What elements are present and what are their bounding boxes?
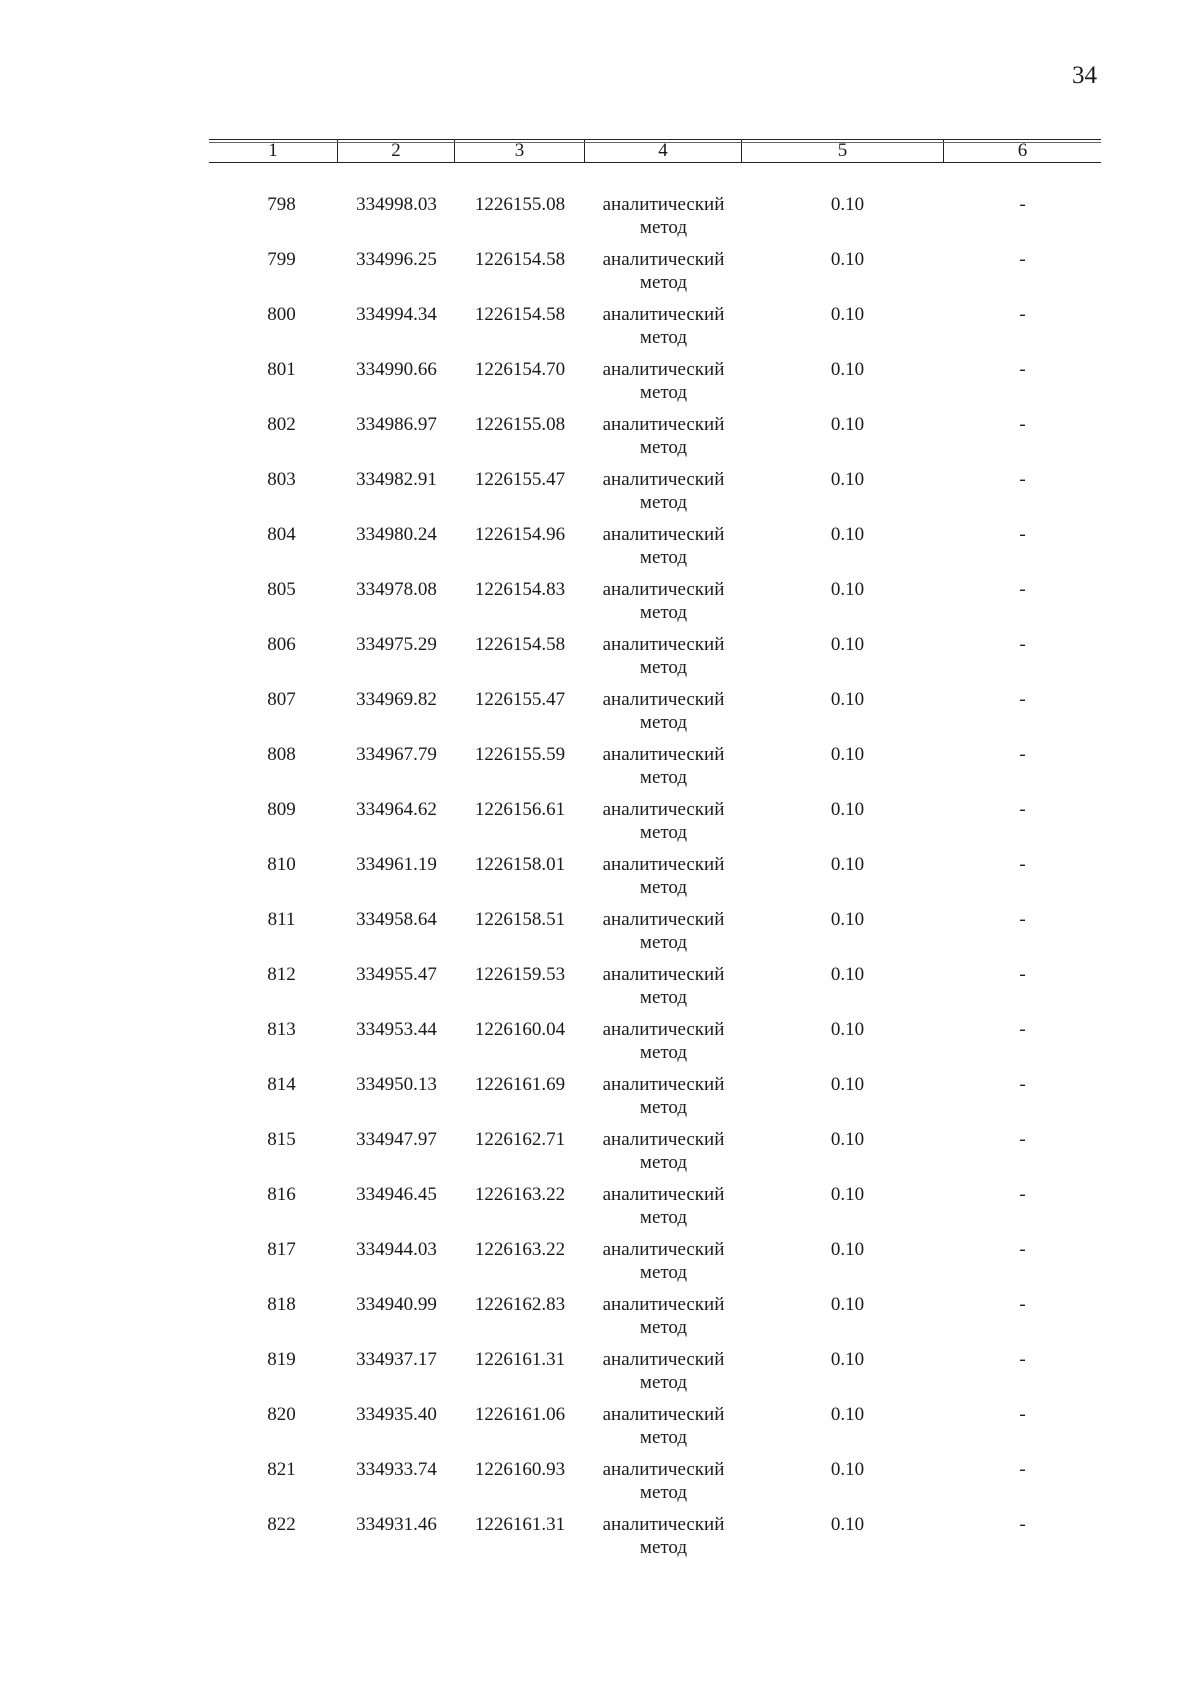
method-line-1: аналитический — [602, 909, 725, 930]
cell-coordinate-x: 334998.03 — [356, 194, 437, 215]
cell-coordinate-y: 1226155.47 — [474, 689, 566, 710]
cell-point-number: 819 — [267, 1349, 296, 1370]
method-line-1: аналитический — [602, 1184, 725, 1205]
method-line-1: аналитический — [602, 634, 725, 655]
method-line-1: аналитический — [602, 194, 725, 215]
cell-method — [585, 633, 742, 688]
method-line-2: метод — [639, 1207, 688, 1228]
method-line-2: метод — [639, 932, 688, 953]
cell-coordinate-y: 1226154.70 — [474, 359, 566, 380]
table-row — [209, 963, 1101, 1018]
table-row — [209, 1128, 1101, 1183]
cell-point-number: 799 — [267, 249, 296, 270]
cell-accuracy: 0.10 — [830, 249, 865, 270]
cell-method — [585, 1458, 742, 1513]
cell-coordinate-y: 1226162.83 — [474, 1294, 566, 1315]
method-line-2: метод — [639, 437, 688, 458]
cell-point-number: 821 — [267, 1459, 296, 1480]
cell-point-number: 820 — [267, 1404, 296, 1425]
cell-point-number: 809 — [267, 799, 296, 820]
cell-method — [585, 1128, 742, 1183]
cell-method — [585, 358, 742, 413]
cell-point-number: 800 — [267, 304, 296, 325]
cell-point-number: 811 — [267, 909, 296, 930]
cell-point-number: 802 — [267, 414, 296, 435]
cell-point-number: 822 — [267, 1514, 296, 1535]
table-row — [209, 468, 1101, 523]
method-line-2: метод — [639, 1317, 688, 1338]
table-row — [209, 413, 1101, 468]
cell-accuracy: 0.10 — [830, 1019, 865, 1040]
method-line-2: метод — [639, 1537, 688, 1558]
cell-accuracy: 0.10 — [830, 1184, 865, 1205]
cell-coordinate-x: 334969.82 — [356, 689, 437, 710]
cell-coordinate-y: 1226163.22 — [474, 1184, 566, 1205]
cell-coordinate-x: 334947.97 — [356, 1129, 437, 1150]
page-number: 34 — [1072, 62, 1097, 89]
cell-coordinate-x: 334982.91 — [356, 469, 437, 490]
cell-coordinate-y: 1226161.06 — [474, 1404, 566, 1425]
table-header — [209, 139, 1101, 163]
cell-coordinate-x: 334996.25 — [356, 249, 437, 270]
cell-method — [585, 1513, 742, 1568]
cell-method — [585, 853, 742, 908]
cell-method — [585, 413, 742, 468]
table-row — [209, 1458, 1101, 1513]
column-header-2: 2 — [338, 140, 455, 162]
table-row — [209, 853, 1101, 908]
cell-point-number: 805 — [267, 579, 296, 600]
cell-coordinate-y: 1226154.58 — [474, 249, 566, 270]
cell-point-number: 808 — [267, 744, 296, 765]
cell-coordinate-x: 334990.66 — [356, 359, 437, 380]
cell-accuracy: 0.10 — [830, 524, 865, 545]
cell-coordinate-x: 334950.13 — [356, 1074, 437, 1095]
cell-note: - — [1019, 854, 1026, 875]
cell-method — [585, 1183, 742, 1238]
cell-coordinate-x: 334958.64 — [356, 909, 437, 930]
cell-coordinate-y: 1226154.83 — [474, 579, 566, 600]
table-row — [209, 578, 1101, 633]
cell-accuracy: 0.10 — [830, 579, 865, 600]
cell-coordinate-y: 1226154.58 — [474, 634, 566, 655]
method-line-2: метод — [639, 327, 688, 348]
cell-point-number: 814 — [267, 1074, 296, 1095]
cell-coordinate-y: 1226154.58 — [474, 304, 566, 325]
cell-coordinate-y: 1226161.31 — [474, 1514, 566, 1535]
cell-accuracy: 0.10 — [830, 304, 865, 325]
table-row — [209, 1293, 1101, 1348]
cell-coordinate-y: 1226156.61 — [474, 799, 566, 820]
table-row — [209, 358, 1101, 413]
method-line-2: метод — [639, 822, 688, 843]
table-row — [209, 523, 1101, 578]
method-line-2: метод — [639, 1262, 688, 1283]
method-line-2: метод — [639, 767, 688, 788]
cell-method — [585, 523, 742, 578]
method-line-1: аналитический — [602, 1349, 725, 1370]
method-line-2: метод — [639, 1042, 688, 1063]
cell-point-number: 807 — [267, 689, 296, 710]
method-line-2: метод — [639, 1482, 688, 1503]
cell-note: - — [1019, 414, 1026, 435]
table-row — [209, 743, 1101, 798]
cell-note: - — [1019, 964, 1026, 985]
cell-coordinate-x: 334933.74 — [356, 1459, 437, 1480]
table-row — [209, 248, 1101, 303]
cell-coordinate-x: 334978.08 — [356, 579, 437, 600]
cell-accuracy: 0.10 — [830, 1074, 865, 1095]
cell-note: - — [1019, 359, 1026, 380]
method-line-2: метод — [639, 547, 688, 568]
cell-note: - — [1019, 1349, 1026, 1370]
method-line-1: аналитический — [602, 964, 725, 985]
cell-accuracy: 0.10 — [830, 909, 865, 930]
cell-note: - — [1019, 909, 1026, 930]
method-line-1: аналитический — [602, 249, 725, 270]
cell-method — [585, 1293, 742, 1348]
cell-accuracy: 0.10 — [830, 744, 865, 765]
table-body — [209, 163, 1101, 1568]
cell-accuracy: 0.10 — [830, 634, 865, 655]
method-line-2: метод — [639, 602, 688, 623]
cell-accuracy: 0.10 — [830, 854, 865, 875]
method-line-1: аналитический — [602, 1129, 725, 1150]
cell-accuracy: 0.10 — [830, 964, 865, 985]
method-line-2: метод — [639, 217, 688, 238]
cell-coordinate-x: 334961.19 — [356, 854, 437, 875]
cell-method — [585, 688, 742, 743]
cell-coordinate-y: 1226155.08 — [474, 194, 566, 215]
method-line-2: метод — [639, 1427, 688, 1448]
cell-accuracy: 0.10 — [830, 194, 865, 215]
cell-accuracy: 0.10 — [830, 1404, 865, 1425]
cell-method — [585, 743, 742, 798]
cell-note: - — [1019, 1019, 1026, 1040]
cell-coordinate-y: 1226160.04 — [474, 1019, 566, 1040]
table-row — [209, 1348, 1101, 1403]
cell-accuracy: 0.10 — [830, 689, 865, 710]
cell-note: - — [1019, 689, 1026, 710]
cell-coordinate-x: 334937.17 — [356, 1349, 437, 1370]
cell-point-number: 817 — [267, 1239, 296, 1260]
cell-note: - — [1019, 469, 1026, 490]
cell-note: - — [1019, 1129, 1026, 1150]
cell-note: - — [1019, 194, 1026, 215]
cell-method — [585, 468, 742, 523]
table-row — [209, 1183, 1101, 1238]
cell-coordinate-x: 334980.24 — [356, 524, 437, 545]
cell-point-number: 806 — [267, 634, 296, 655]
cell-coordinate-y: 1226155.08 — [474, 414, 566, 435]
column-header-6: 6 — [1017, 140, 1028, 161]
cell-accuracy: 0.10 — [830, 1129, 865, 1150]
method-line-2: метод — [639, 1152, 688, 1173]
method-line-1: аналитический — [602, 414, 725, 435]
cell-note: - — [1019, 579, 1026, 600]
cell-point-number: 804 — [267, 524, 296, 545]
method-line-1: аналитический — [602, 1514, 725, 1535]
cell-coordinate-x: 334964.62 — [356, 799, 437, 820]
cell-point-number: 801 — [267, 359, 296, 380]
method-line-1: аналитический — [602, 1239, 725, 1260]
cell-coordinate-y: 1226159.53 — [474, 964, 566, 985]
column-header-4: 4 — [585, 140, 742, 162]
cell-coordinate-x: 334931.46 — [356, 1514, 437, 1535]
method-line-1: аналитический — [602, 1404, 725, 1425]
cell-note: - — [1019, 249, 1026, 270]
cell-point-number: 803 — [267, 469, 296, 490]
method-line-2: метод — [639, 877, 688, 898]
cell-coordinate-x: 334994.34 — [356, 304, 437, 325]
table-row — [209, 1238, 1101, 1293]
cell-note: - — [1019, 744, 1026, 765]
cell-coordinate-y: 1226161.31 — [474, 1349, 566, 1370]
cell-coordinate-x: 334975.29 — [356, 634, 437, 655]
method-line-1: аналитический — [602, 524, 725, 545]
cell-method — [585, 578, 742, 633]
cell-note: - — [1019, 799, 1026, 820]
cell-point-number: 815 — [267, 1129, 296, 1150]
cell-coordinate-y: 1226163.22 — [474, 1239, 566, 1260]
cell-coordinate-x: 334986.97 — [356, 414, 437, 435]
cell-coordinate-y: 1226154.96 — [474, 524, 566, 545]
table-row — [209, 908, 1101, 963]
method-line-1: аналитический — [602, 799, 725, 820]
table-row — [209, 633, 1101, 688]
method-line-2: метод — [639, 657, 688, 678]
column-header-5: 5 — [742, 140, 944, 162]
cell-note: - — [1019, 524, 1026, 545]
cell-accuracy: 0.10 — [830, 1459, 865, 1480]
method-line-1: аналитический — [602, 1294, 725, 1315]
method-line-2: метод — [639, 712, 688, 733]
cell-accuracy: 0.10 — [830, 414, 865, 435]
table-row — [209, 1513, 1101, 1568]
table-row — [209, 1073, 1101, 1128]
cell-method — [585, 193, 742, 248]
cell-coordinate-x: 334946.45 — [356, 1184, 437, 1205]
cell-point-number: 798 — [267, 194, 296, 215]
cell-point-number: 818 — [267, 1294, 296, 1315]
column-header-3: 3 — [455, 140, 585, 162]
cell-coordinate-x: 334940.99 — [356, 1294, 437, 1315]
table-row — [209, 798, 1101, 853]
method-line-1: аналитический — [602, 359, 725, 380]
table-row — [209, 688, 1101, 743]
cell-point-number: 813 — [267, 1019, 296, 1040]
cell-note: - — [1019, 634, 1026, 655]
cell-coordinate-y: 1226161.69 — [474, 1074, 566, 1095]
method-line-1: аналитический — [602, 469, 725, 490]
cell-coordinate-y: 1226155.47 — [474, 469, 566, 490]
table-row — [209, 303, 1101, 358]
cell-coordinate-x: 334944.03 — [356, 1239, 437, 1260]
cell-note: - — [1019, 1239, 1026, 1260]
cell-accuracy: 0.10 — [830, 469, 865, 490]
method-line-2: метод — [639, 1372, 688, 1393]
cell-point-number: 812 — [267, 964, 296, 985]
cell-method — [585, 1403, 742, 1458]
cell-accuracy: 0.10 — [830, 1349, 865, 1370]
coordinates-table — [209, 139, 1101, 1568]
cell-method — [585, 1348, 742, 1403]
cell-note: - — [1019, 1074, 1026, 1095]
cell-point-number: 816 — [267, 1184, 296, 1205]
method-line-1: аналитический — [602, 1019, 725, 1040]
column-header-1: 1 — [209, 140, 338, 162]
cell-method — [585, 798, 742, 853]
cell-point-number: 810 — [267, 854, 296, 875]
cell-method — [585, 1073, 742, 1128]
method-line-2: метод — [639, 987, 688, 1008]
method-line-1: аналитический — [602, 1074, 725, 1095]
cell-method — [585, 963, 742, 1018]
table-row — [209, 1018, 1101, 1073]
cell-accuracy: 0.10 — [830, 1514, 865, 1535]
table-row — [209, 193, 1101, 248]
method-line-2: метод — [639, 1097, 688, 1118]
method-line-1: аналитический — [602, 744, 725, 765]
cell-note: - — [1019, 1459, 1026, 1480]
cell-accuracy: 0.10 — [830, 359, 865, 380]
method-line-1: аналитический — [602, 1459, 725, 1480]
cell-accuracy: 0.10 — [830, 1239, 865, 1260]
cell-method — [585, 1018, 742, 1073]
method-line-2: метод — [639, 272, 688, 293]
cell-coordinate-x: 334955.47 — [356, 964, 437, 985]
method-line-1: аналитический — [602, 304, 725, 325]
method-line-2: метод — [639, 492, 688, 513]
cell-method — [585, 908, 742, 963]
cell-coordinate-y: 1226155.59 — [474, 744, 566, 765]
cell-coordinate-y: 1226158.51 — [474, 909, 566, 930]
method-line-1: аналитический — [602, 579, 725, 600]
cell-coordinate-y: 1226162.71 — [474, 1129, 566, 1150]
cell-accuracy: 0.10 — [830, 799, 865, 820]
table-row — [209, 1403, 1101, 1458]
cell-coordinate-y: 1226158.01 — [474, 854, 566, 875]
cell-coordinate-x: 334953.44 — [356, 1019, 437, 1040]
method-line-1: аналитический — [602, 689, 725, 710]
cell-note: - — [1019, 1294, 1026, 1315]
cell-coordinate-y: 1226160.93 — [474, 1459, 566, 1480]
cell-note: - — [1019, 1514, 1026, 1535]
cell-coordinate-x: 334935.40 — [356, 1404, 437, 1425]
cell-coordinate-x: 334967.79 — [356, 744, 437, 765]
cell-note: - — [1019, 304, 1026, 325]
method-line-1: аналитический — [602, 854, 725, 875]
cell-method — [585, 1238, 742, 1293]
cell-accuracy: 0.10 — [830, 1294, 865, 1315]
cell-method — [585, 303, 742, 358]
cell-note: - — [1019, 1404, 1026, 1425]
cell-method — [585, 248, 742, 303]
cell-note: - — [1019, 1184, 1026, 1205]
method-line-2: метод — [639, 382, 688, 403]
